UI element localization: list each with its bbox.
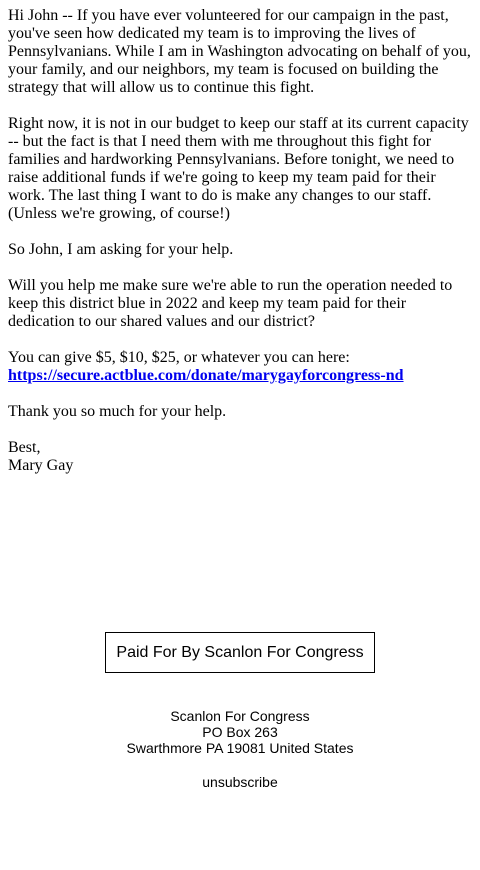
donate-intro: You can give $5, $10, $25, or whatever you can here: <box>8 349 350 366</box>
address-po-box: PO Box 263 <box>202 724 278 740</box>
paragraph-question: Will you help me make sure we're able to run the operation needed to keep this district blue in 2022 and keep my team paid for their dedication to our shared values and our district? <box>8 277 453 330</box>
donate-paragraph <box>8 349 474 385</box>
paragraph-budget: Right now, it is not in our budget to keep our staff at its current capacity -- but the fact is that I need them with me throughout this fight for families and hardworking Pennsylvanians. Before tonight, we need to raise additional funds if we're going to keep my team paid for their work. The last thing I want to do is make any changes to our staff. (Unless we're growing, of course!) <box>8 115 469 222</box>
unsubscribe-link[interactable]: unsubscribe <box>202 774 278 790</box>
paragraph-ask: So John, I am asking for your help. <box>8 241 234 258</box>
email-footer <box>0 632 480 792</box>
paid-for-disclaimer: Paid For By Scanlon For Congress <box>105 632 374 673</box>
address-org-name: Scanlon For Congress <box>170 708 310 724</box>
donate-link[interactable]: https://secure.actblue.com/donate/marygayforcongress-nd <box>8 367 404 384</box>
mailing-address <box>0 708 480 756</box>
paragraph-thanks: Thank you so much for your help. <box>8 403 227 420</box>
paragraph-intro: Hi John -- If you have ever volunteered for our campaign in the past, you've seen how dedicated my team is to improving the lives of Pennsylvanians. While I am in Washington advocating on behalf of you, your family, and our neighbors, my team is focused on building the strategy that will allow us to continue this fight. <box>8 7 471 96</box>
signature-block <box>8 439 474 475</box>
email-body <box>8 7 474 493</box>
address-city-line: Swarthmore PA 19081 United States <box>126 740 354 756</box>
signature-name: Mary Gay <box>8 457 74 474</box>
signoff: Best, <box>8 439 41 456</box>
